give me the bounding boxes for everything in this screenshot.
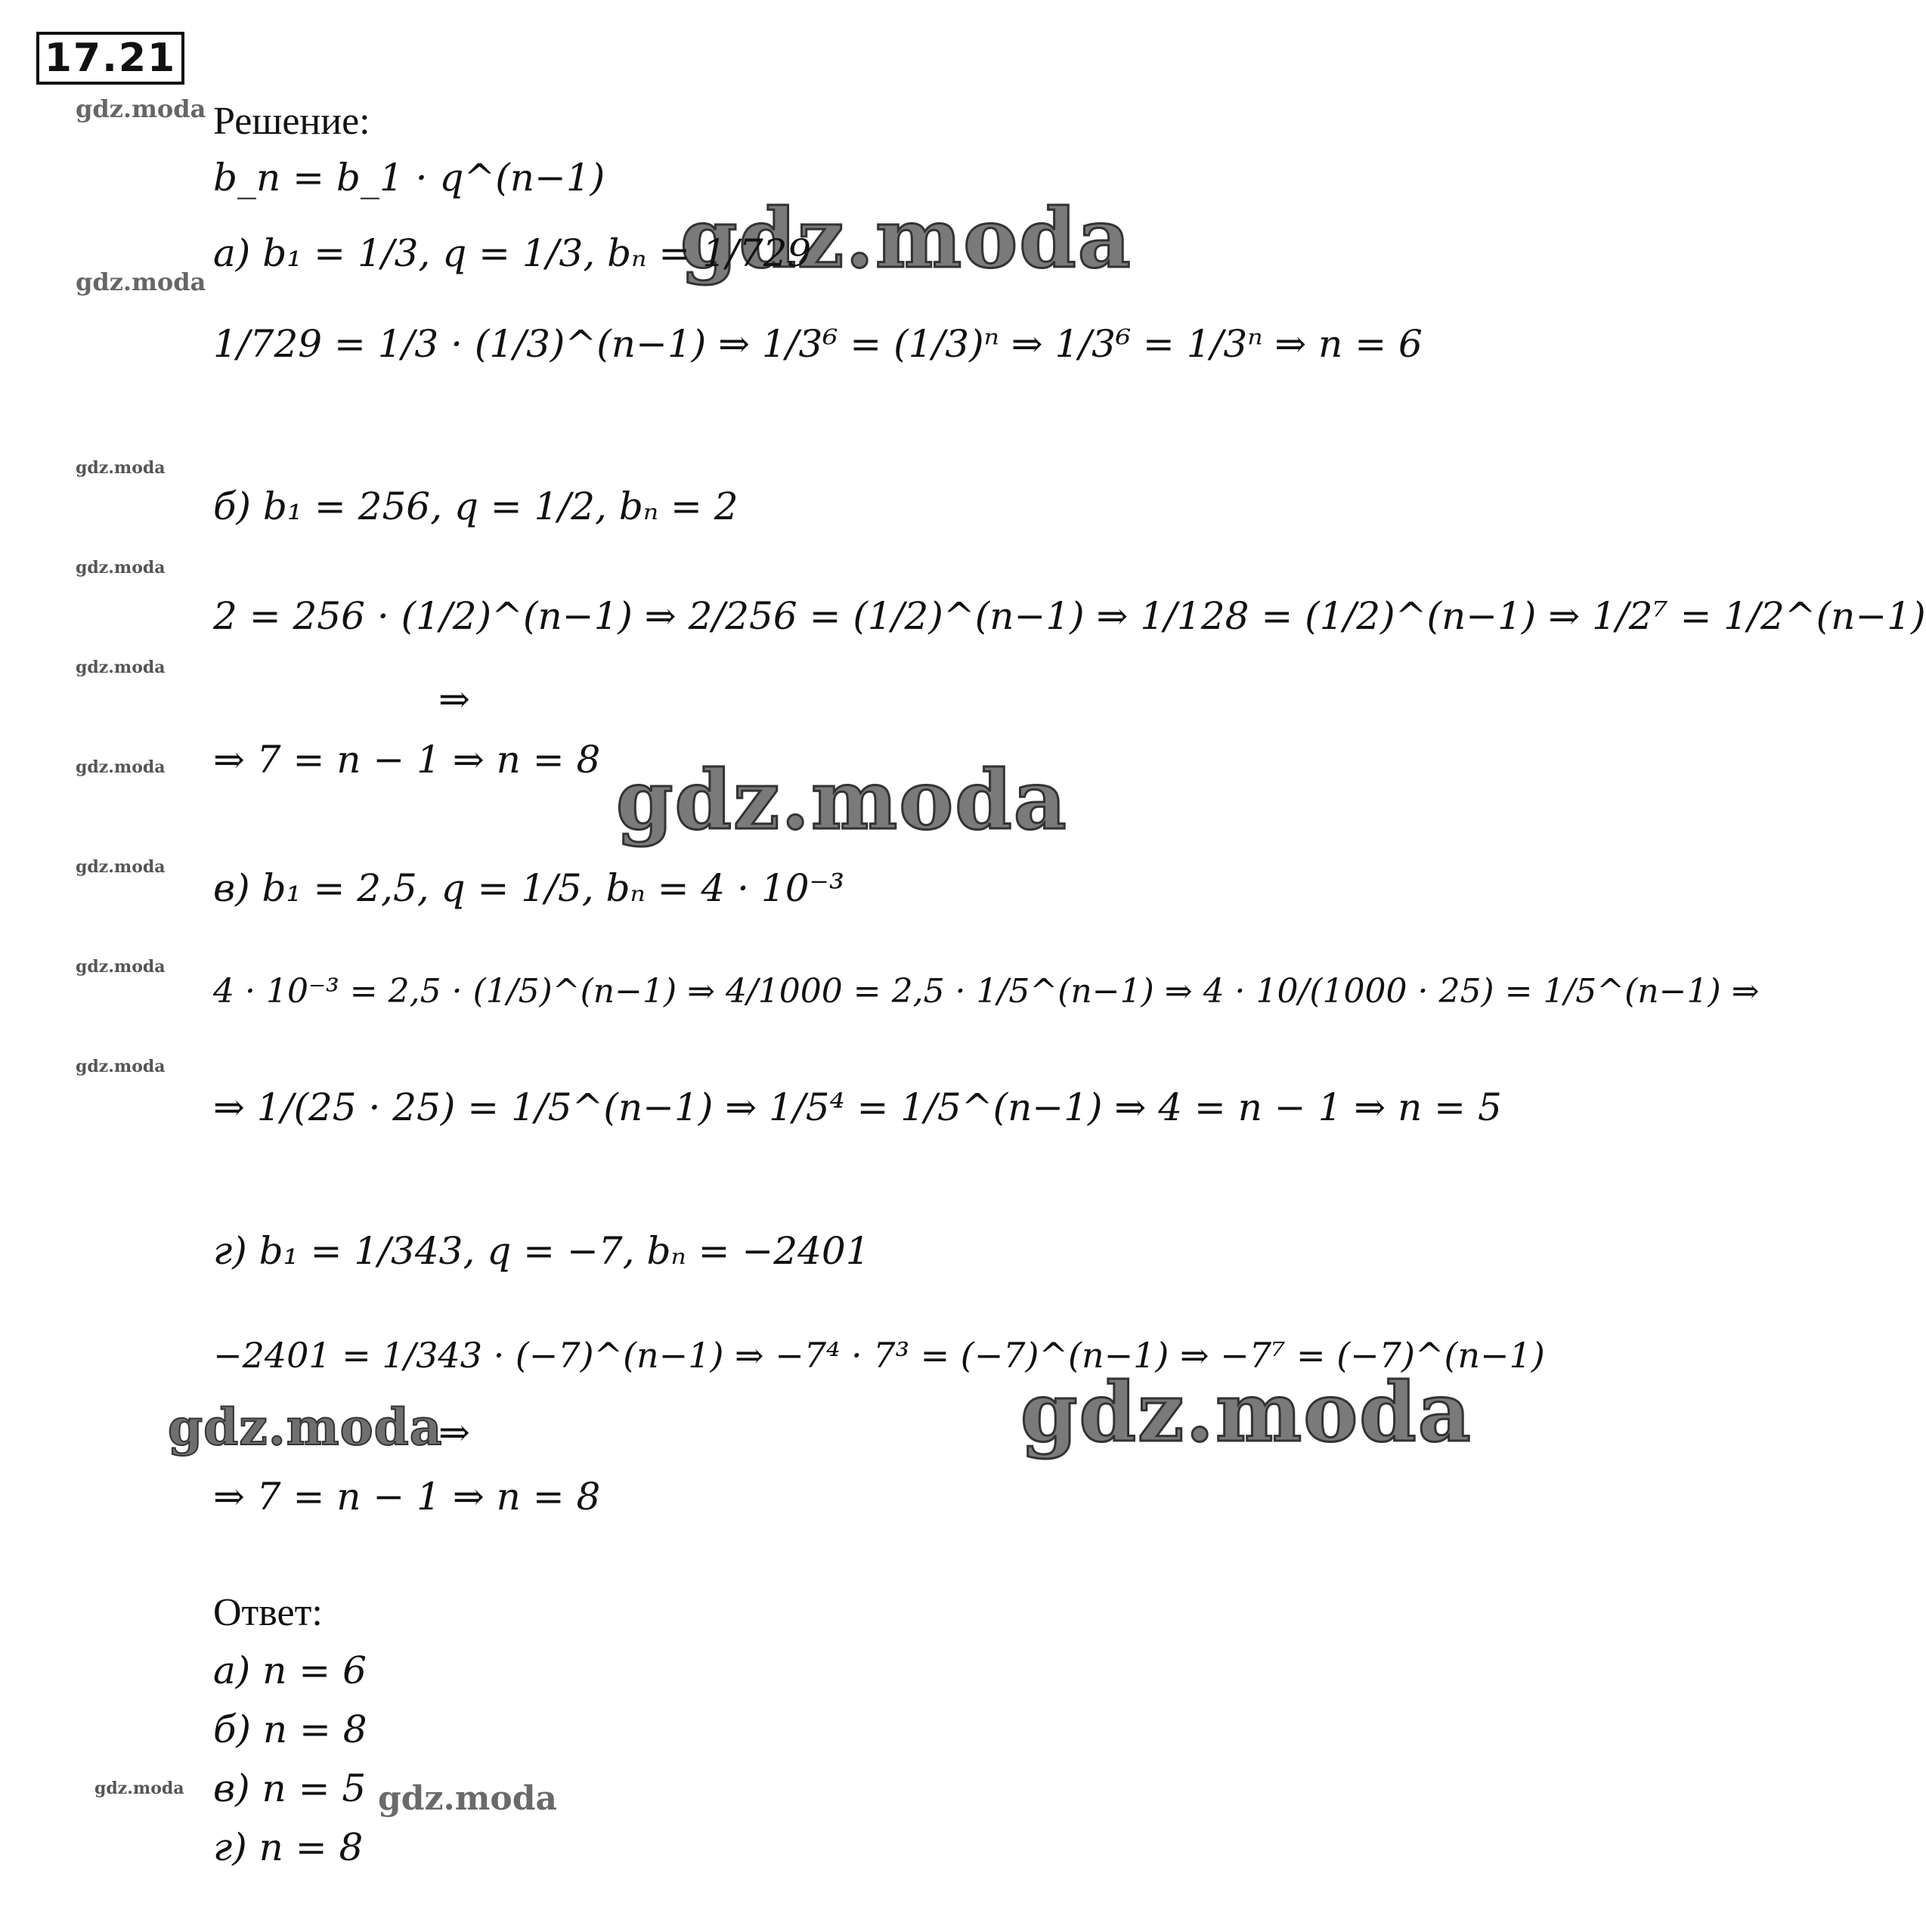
part-b-condition: б) b₁ = 256, q = 1/2, bₙ = 2	[213, 485, 739, 528]
part-g-step: −2401 = 1/343 · (−7)^(n−1) ⇒ −7⁴ · 7³ = (−7)^(n−1) ⇒ −7⁷ = (−7)^(n−1)	[213, 1335, 1545, 1376]
watermark-medium: gdz.moda	[378, 1779, 558, 1818]
answer-heading: Ответ:	[213, 1591, 323, 1634]
part-v-step: 4 · 10⁻³ = 2,5 · (1/5)^(n−1) ⇒ 4/1000 = 2,5 · 1/5^(n−1) ⇒ 4 · 10/(1000 · 25) = 1/5^(n−1) ⇒	[213, 972, 1760, 1011]
watermark: gdz.moda	[76, 658, 166, 677]
part-v-step: ⇒ 1/(25 · 25) = 1/5^(n−1) ⇒ 1/5⁴ = 1/5^(n−1) ⇒ 4 = n − 1 ⇒ n = 5	[213, 1085, 1502, 1129]
part-g-step: ⇒ 7 = n − 1 ⇒ n = 8	[213, 1475, 601, 1519]
part-g-condition: г) b₁ = 1/343, q = −7, bₙ = −2401	[213, 1229, 870, 1273]
part-b-step: ⇒ 7 = n − 1 ⇒ n = 8	[213, 738, 601, 782]
watermark: gdz.moda	[94, 1779, 184, 1798]
solution-heading: Решение:	[213, 100, 370, 143]
answer-item: б) n = 8	[213, 1708, 367, 1751]
watermark: gdz.moda	[76, 558, 166, 577]
watermark: gdz.moda	[76, 1057, 166, 1076]
watermark-medium: gdz.moda	[168, 1398, 443, 1457]
watermark: gdz.moda	[76, 957, 166, 977]
watermark-large: gdz.moda	[616, 753, 1068, 848]
general-formula: b_n = b_1 · q^(n−1)	[213, 156, 605, 200]
watermark-large: gdz.moda	[680, 191, 1132, 286]
part-b-step: 2 = 256 · (1/2)^(n−1) ⇒ 2/256 = (1/2)^(n−1) ⇒ 1/128 = (1/2)^(n−1) ⇒ 1/2⁷ = 1/2^(n−1)	[213, 594, 1926, 638]
part-b-step: ⇒	[438, 677, 470, 721]
answer-item: г) n = 8	[213, 1825, 364, 1869]
answer-item: в) n = 5	[213, 1766, 367, 1810]
part-a-condition: а) b₁ = 1/3, q = 1/3, bₙ = 1/729	[213, 231, 812, 275]
problem-number-badge	[36, 32, 184, 85]
part-g-step: ⇒	[438, 1410, 470, 1454]
part-v-condition: в) b₁ = 2,5, q = 1/5, bₙ = 4 · 10⁻³	[213, 866, 844, 910]
watermark: gdz.moda	[76, 458, 166, 478]
watermark: gdz.moda	[76, 757, 166, 777]
answer-item: а) n = 6	[213, 1649, 367, 1692]
watermark-large: gdz.moda	[1020, 1365, 1472, 1460]
watermark: gdz.moda	[76, 268, 206, 296]
watermark: gdz.moda	[76, 94, 206, 123]
problem-number: 17.21	[44, 36, 177, 81]
watermark: gdz.moda	[76, 857, 166, 877]
part-a-step: 1/729 = 1/3 · (1/3)^(n−1) ⇒ 1/3⁶ = (1/3)ⁿ ⇒ 1/3⁶ = 1/3ⁿ ⇒ n = 6	[213, 322, 1423, 366]
